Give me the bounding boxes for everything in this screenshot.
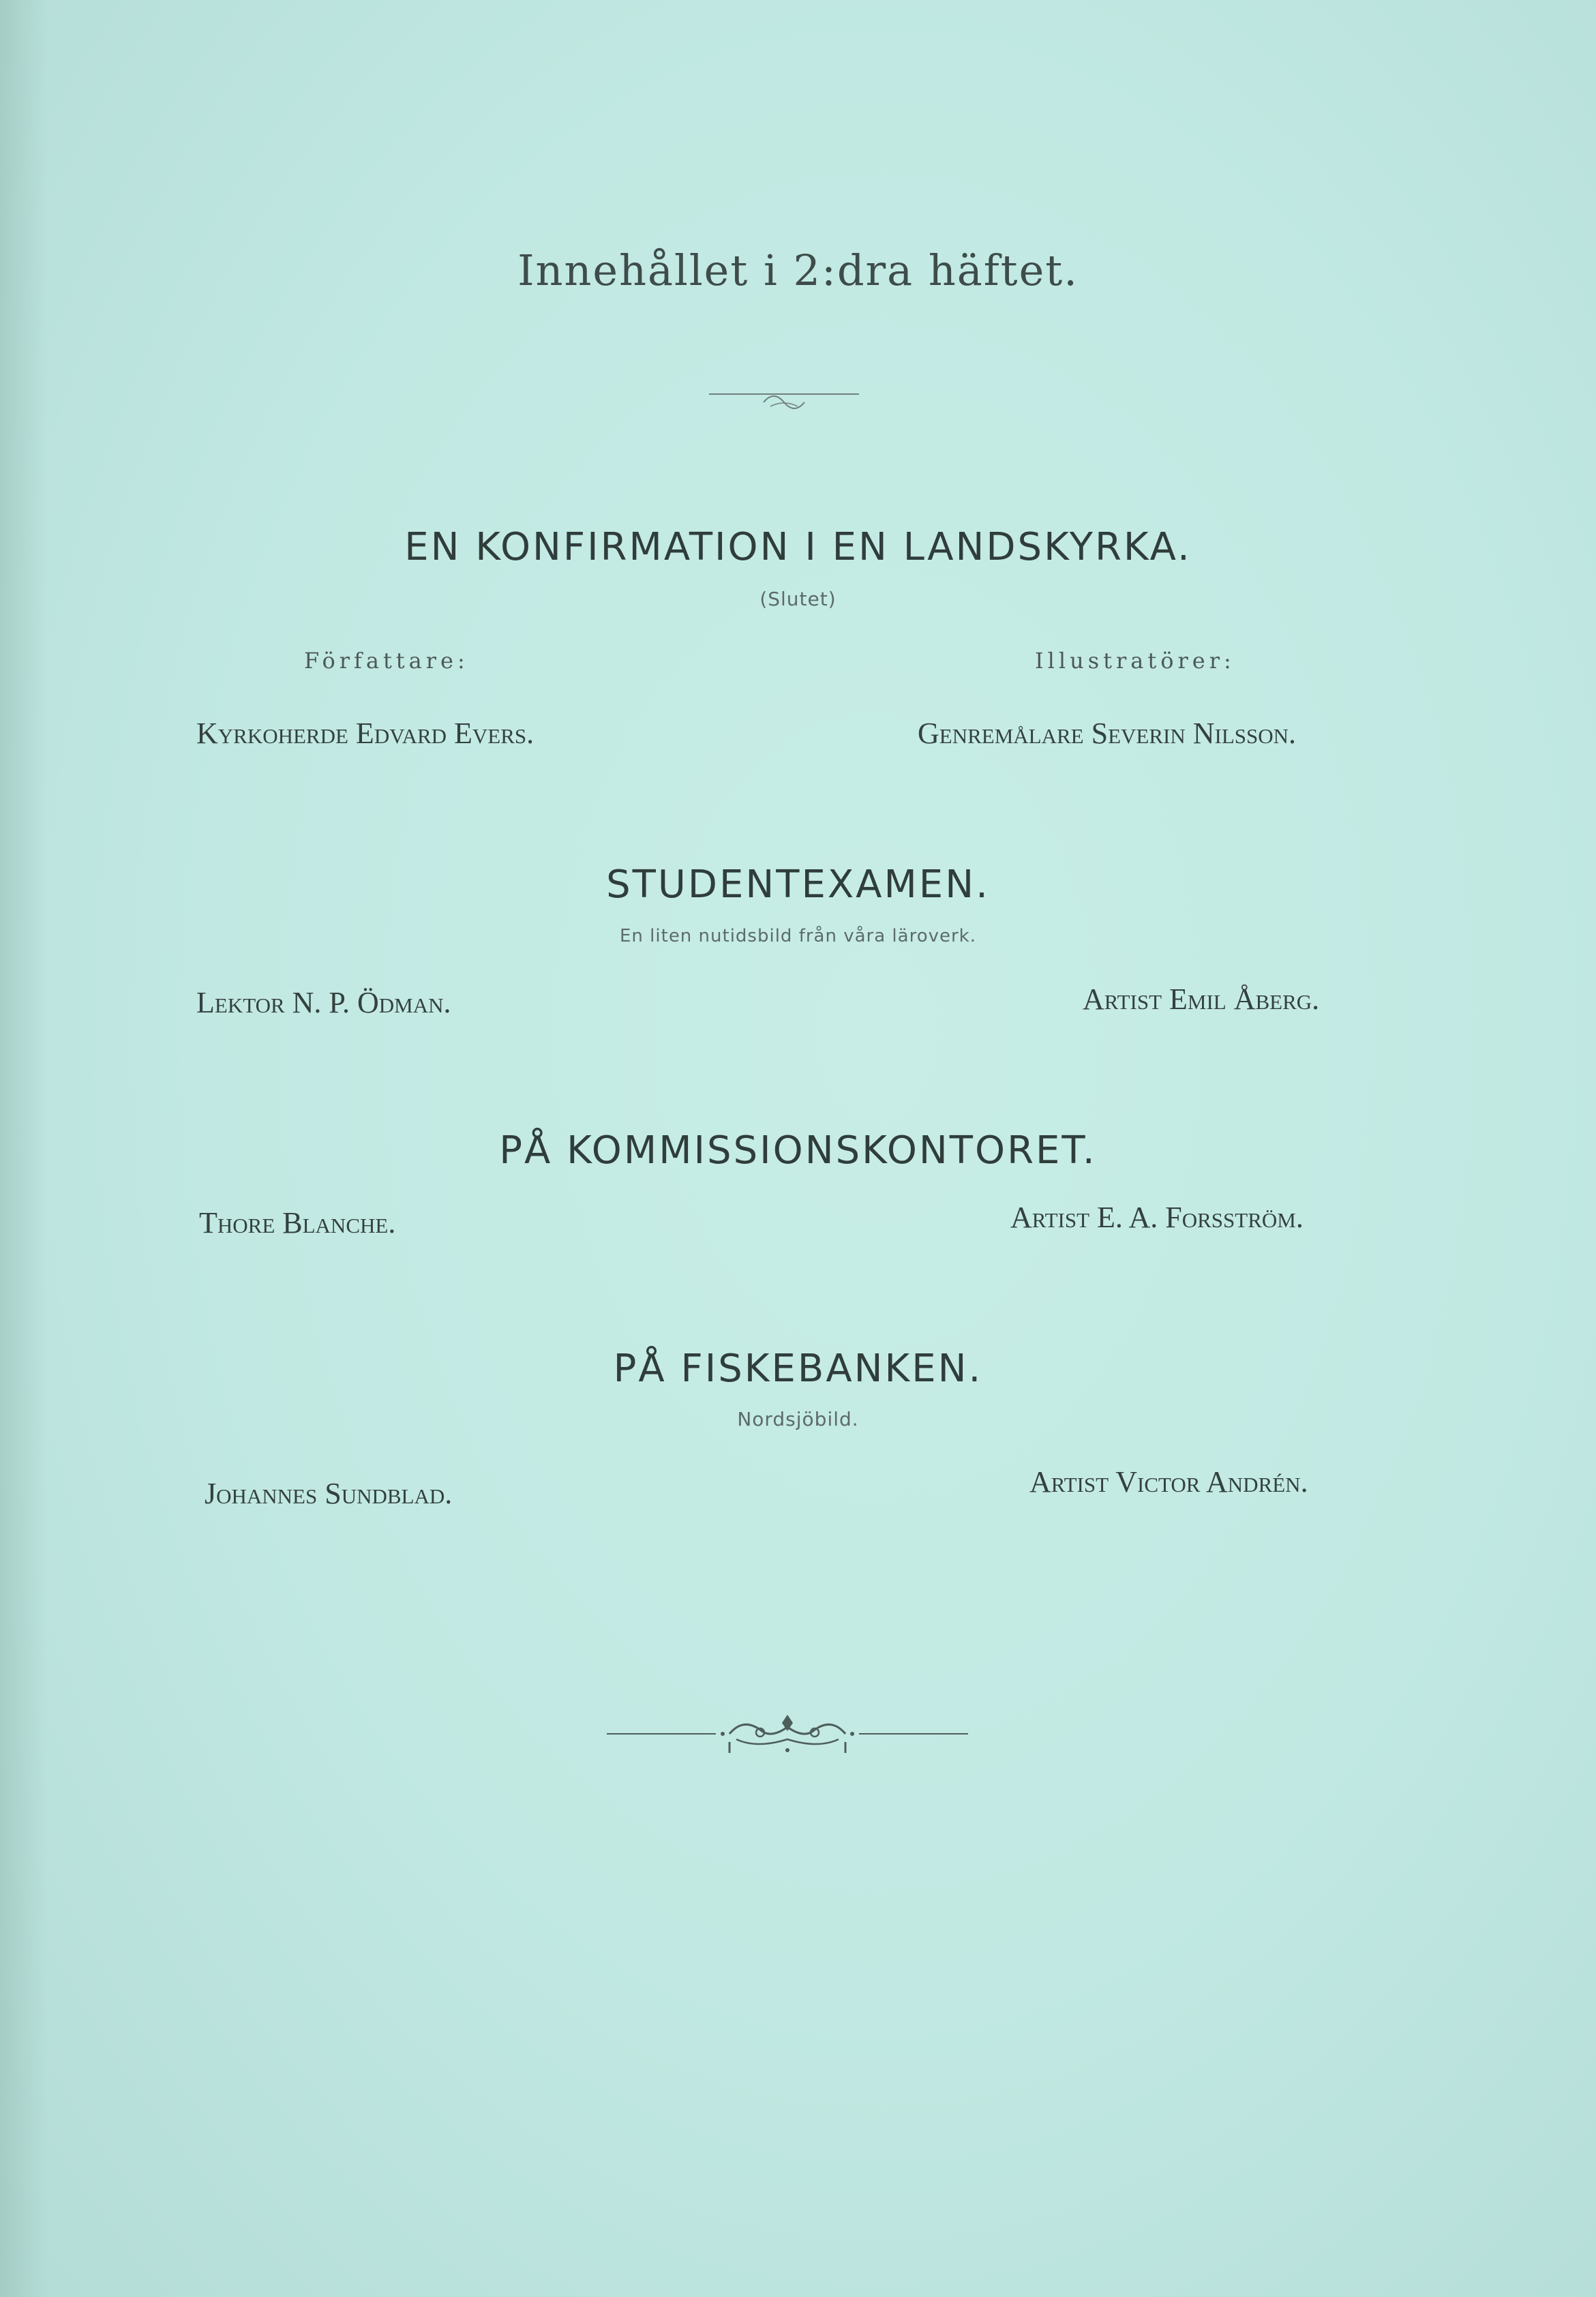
illustrator-role-label: Illustratörer: (1035, 648, 1235, 674)
section-heading-fiskebanken: PÅ FISKEBANKEN. (613, 1347, 983, 1391)
illustrator-name: Artist E. A. Forsström. (1010, 1201, 1304, 1234)
author-role-label: Författare: (304, 648, 469, 674)
illustrator-name: Artist Victor Andrén. (1029, 1465, 1308, 1499)
tailpiece-ornament-icon (607, 1708, 968, 1762)
page-title: Innehållet i 2:dra häftet. (517, 245, 1079, 295)
author-name: Kyrkoherde Edvard Evers. (196, 717, 534, 750)
section-subtitle-fiskebanken: Nordsjöbild. (737, 1408, 859, 1430)
illustrator-name: Genremålare Severin Nilsson. (918, 717, 1297, 750)
author-name: Lektor N. P. Ödman. (196, 986, 451, 1019)
section-heading-studentexamen: STUDENTEXAMEN. (606, 862, 990, 907)
section-subtitle-konfirmation: (Slutet) (759, 588, 837, 610)
author-name: Johannes Sundblad. (205, 1477, 453, 1510)
section-heading-kommissionskontoret: PÅ KOMMISSIONSKONTORET. (499, 1128, 1097, 1173)
author-name: Thore Blanche. (199, 1206, 396, 1240)
divider-ornament-icon (709, 382, 859, 416)
section-subtitle-studentexamen: En liten nutidsbild från våra läroverk. (620, 926, 976, 946)
section-heading-konfirmation: EN KONFIRMATION I EN LANDSKYRKA. (404, 525, 1192, 569)
illustrator-name: Artist Emil Åberg. (1083, 982, 1320, 1016)
